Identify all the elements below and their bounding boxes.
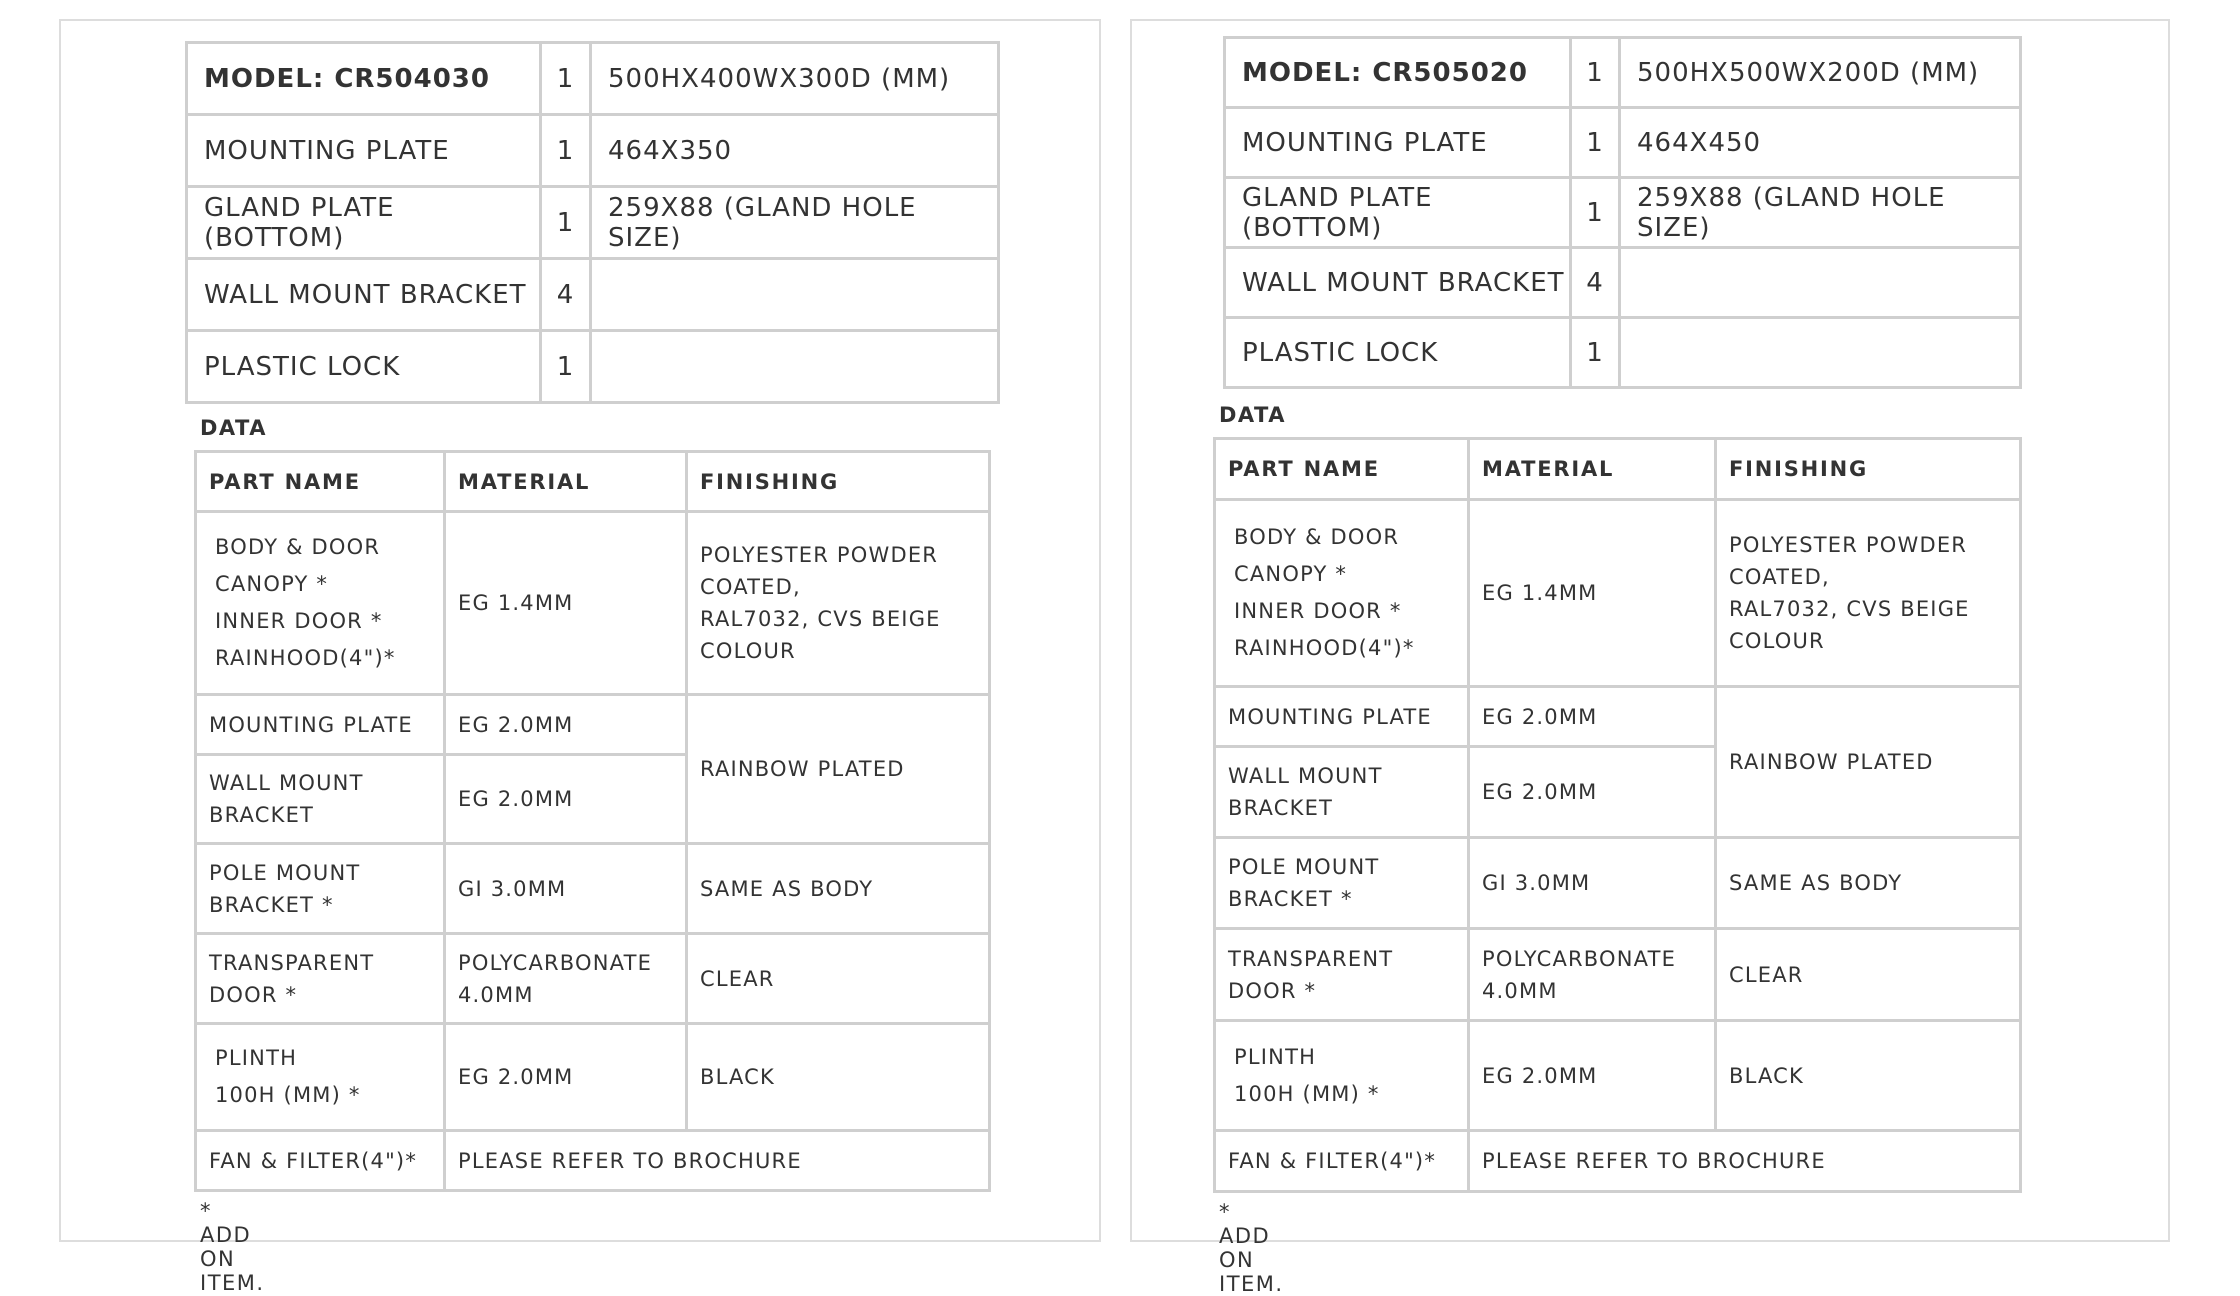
part-line: 100H (MM) *	[1234, 1081, 1380, 1106]
component-row	[1225, 248, 2021, 318]
part-line: BODY & DOOR	[1234, 525, 1400, 549]
finishing-line: COLOUR	[700, 639, 796, 663]
part-line: WALL MOUNT	[1228, 764, 1383, 788]
component-qty: 1	[541, 331, 591, 403]
footnote: * ADD ON ITEM.	[200, 1199, 265, 1295]
material-cell: EG 2.0MM	[1469, 1021, 1716, 1131]
materials-table	[1213, 437, 2022, 1193]
finishing-line: RAL7032, CVS BEIGE	[700, 607, 941, 631]
model-label: MODEL: CR504030	[187, 43, 541, 115]
component-row	[1225, 108, 2021, 178]
part-line: CANOPY *	[215, 572, 329, 596]
part-line: BODY & DOOR	[215, 535, 381, 559]
material-cell: EG 2.0MM	[445, 695, 687, 755]
table-row	[1215, 500, 2021, 687]
component-name: MOUNTING PLATE	[187, 115, 541, 187]
part-line: TRANSPARENT	[1228, 946, 1394, 971]
material-line: 4.0MM	[1482, 978, 1558, 1003]
part-name-cell	[1215, 838, 1469, 929]
component-spec: 259X88 (GLAND HOLE SIZE)	[1620, 178, 2021, 248]
part-line: PLINTH	[215, 1046, 298, 1070]
brochure-note-cell: PLEASE REFER TO BROCHURE	[1469, 1131, 2021, 1192]
model-dimensions: 500HX500WX200D (MM)	[1620, 38, 2021, 108]
brochure-note-cell: PLEASE REFER TO BROCHURE	[445, 1131, 990, 1191]
materials-table	[194, 450, 991, 1192]
material-cell: EG 1.4MM	[445, 512, 687, 695]
model-row	[187, 43, 999, 115]
component-qty: 1	[1571, 108, 1620, 178]
header-material: MATERIAL	[445, 452, 687, 512]
part-line: TRANSPARENT	[209, 950, 375, 975]
part-name-cell	[196, 755, 445, 844]
header-part-name: PART NAME	[1215, 439, 1469, 500]
part-name-cell: MOUNTING PLATE	[196, 695, 445, 755]
part-line: DOOR *	[1228, 978, 1317, 1003]
finishing-cell	[1716, 500, 2021, 687]
finishing-cell: SAME AS BODY	[1716, 838, 2021, 929]
part-name-cell	[196, 1024, 445, 1131]
finishing-cell: RAINBOW PLATED	[687, 695, 990, 844]
part-line: DOOR *	[209, 982, 298, 1007]
finishing-line: POLYESTER POWDER	[1729, 533, 1968, 557]
component-row	[1225, 318, 2021, 388]
header-part-name: PART NAME	[196, 452, 445, 512]
component-name: PLASTIC LOCK	[1225, 318, 1571, 388]
component-spec: 464X350	[591, 115, 999, 187]
table-row	[1215, 838, 2021, 929]
part-name-cell	[196, 512, 445, 695]
material-cell: EG 2.0MM	[445, 755, 687, 844]
material-line: POLYCARBONATE	[458, 950, 653, 975]
part-line: CANOPY *	[1234, 562, 1348, 586]
part-name-cell	[196, 934, 445, 1024]
table-row	[196, 1024, 990, 1131]
part-line: BRACKET	[1228, 796, 1334, 820]
footnote: * ADD ON ITEM.	[1219, 1200, 1284, 1296]
table-row	[196, 934, 990, 1024]
part-name-cell: MOUNTING PLATE	[1215, 687, 1469, 747]
table-row	[1215, 1131, 2021, 1192]
part-name-cell	[1215, 747, 1469, 838]
part-line: POLE MOUNT	[1228, 855, 1380, 879]
part-line: BRACKET *	[209, 892, 334, 917]
table-row	[196, 844, 990, 934]
table-row	[196, 512, 990, 695]
part-name-cell	[196, 844, 445, 934]
header-row	[1215, 439, 2021, 500]
material-cell: EG 2.0MM	[1469, 747, 1716, 838]
finishing-cell	[687, 512, 990, 695]
part-line: BRACKET	[209, 803, 315, 827]
part-line: INNER DOOR *	[1234, 599, 1402, 623]
finishing-line: COATED,	[700, 575, 801, 599]
component-name: GLAND PLATE (BOTTOM)	[187, 187, 541, 259]
component-name: WALL MOUNT BRACKET	[187, 259, 541, 331]
component-spec: 259X88 (GLAND HOLE SIZE)	[591, 187, 999, 259]
material-cell: GI 3.0MM	[445, 844, 687, 934]
finishing-line: RAL7032, CVS BEIGE	[1729, 597, 1970, 621]
part-line: 100H (MM) *	[215, 1083, 361, 1107]
component-qty: 1	[541, 187, 591, 259]
finishing-line: POLYESTER POWDER	[700, 543, 939, 567]
header-row	[196, 452, 990, 512]
components-table	[1223, 36, 2022, 389]
part-line: RAINHOOD(4")*	[1234, 636, 1415, 660]
finishing-line: COATED,	[1729, 565, 1830, 589]
material-line: POLYCARBONATE	[1482, 946, 1677, 971]
header-finishing: FINISHING	[1716, 439, 2021, 500]
part-line: PLINTH	[1234, 1044, 1317, 1069]
component-name: WALL MOUNT BRACKET	[1225, 248, 1571, 318]
material-cell	[1469, 929, 1716, 1021]
table-row	[1215, 687, 2021, 747]
table-row	[196, 695, 990, 755]
product-panel-cr504030	[59, 19, 1101, 1295]
component-name: GLAND PLATE (BOTTOM)	[1225, 178, 1571, 248]
component-spec	[1620, 248, 2021, 318]
component-qty: 1	[1571, 178, 1620, 248]
finishing-cell: BLACK	[687, 1024, 990, 1131]
component-name: PLASTIC LOCK	[187, 331, 541, 403]
header-finishing: FINISHING	[687, 452, 990, 512]
component-row	[187, 331, 999, 403]
component-spec	[1620, 318, 2021, 388]
header-material: MATERIAL	[1469, 439, 1716, 500]
data-section-title: DATA	[1219, 403, 1287, 427]
model-row	[1225, 38, 2021, 108]
component-row	[187, 115, 999, 187]
material-cell: EG 1.4MM	[1469, 500, 1716, 687]
material-cell: EG 2.0MM	[445, 1024, 687, 1131]
finishing-cell: SAME AS BODY	[687, 844, 990, 934]
material-cell: GI 3.0MM	[1469, 838, 1716, 929]
product-panel-cr505020	[1130, 19, 2170, 1296]
part-line: BRACKET *	[1228, 887, 1353, 911]
model-qty: 1	[541, 43, 591, 115]
component-row	[187, 259, 999, 331]
finishing-line: COLOUR	[1729, 629, 1825, 653]
component-row	[187, 187, 999, 259]
table-row	[1215, 1021, 2021, 1131]
material-cell: EG 2.0MM	[1469, 687, 1716, 747]
component-spec	[591, 331, 999, 403]
component-spec: 464X450	[1620, 108, 2021, 178]
model-qty: 1	[1571, 38, 1620, 108]
model-dimensions: 500HX400WX300D (MM)	[591, 43, 999, 115]
part-name-cell: FAN & FILTER(4")*	[196, 1131, 445, 1191]
part-name-cell	[1215, 1021, 1469, 1131]
component-spec	[591, 259, 999, 331]
finishing-cell: BLACK	[1716, 1021, 2021, 1131]
part-line: RAINHOOD(4")*	[215, 646, 396, 670]
part-line: POLE MOUNT	[209, 860, 361, 885]
table-row	[1215, 929, 2021, 1021]
finishing-cell: RAINBOW PLATED	[1716, 687, 2021, 838]
part-line: INNER DOOR *	[215, 609, 383, 633]
component-qty: 1	[1571, 318, 1620, 388]
component-qty: 1	[541, 115, 591, 187]
model-label: MODEL: CR505020	[1225, 38, 1571, 108]
finishing-cell: CLEAR	[687, 934, 990, 1024]
components-table	[185, 41, 1000, 404]
table-row	[196, 1131, 990, 1191]
part-name-cell	[1215, 929, 1469, 1021]
material-cell	[445, 934, 687, 1024]
data-section-title: DATA	[200, 416, 268, 440]
component-qty: 4	[541, 259, 591, 331]
part-name-cell	[1215, 500, 1469, 687]
component-name: MOUNTING PLATE	[1225, 108, 1571, 178]
finishing-cell: CLEAR	[1716, 929, 2021, 1021]
material-line: 4.0MM	[458, 982, 534, 1007]
component-qty: 4	[1571, 248, 1620, 318]
component-row	[1225, 178, 2021, 248]
part-line: WALL MOUNT	[209, 771, 364, 795]
part-name-cell: FAN & FILTER(4")*	[1215, 1131, 1469, 1192]
